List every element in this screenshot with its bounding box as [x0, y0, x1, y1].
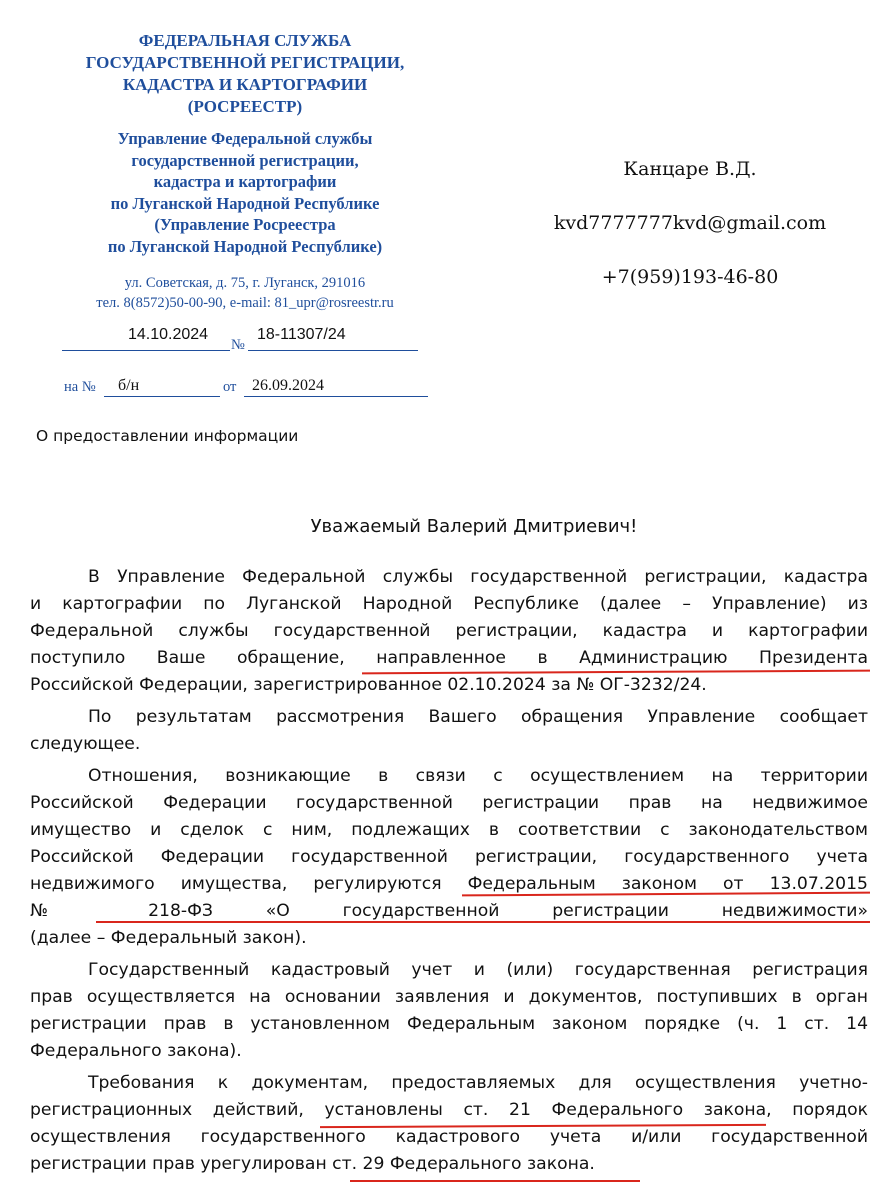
paragraph-line: регистрационных действий, установлены ст. 21 Федерального закона, порядок	[30, 1100, 868, 1120]
recipient-name: Канцаре В.Д.	[623, 158, 757, 180]
address: ул. Советская, д. 75, г. Луганск, 291016	[124, 275, 366, 291]
paragraph-line: Российской Федерации государственной регистрации прав на недвижимое	[30, 793, 868, 813]
reference-date: 26.09.2024	[252, 377, 324, 394]
address-block	[50, 273, 440, 313]
dept-line: государственной регистрации,	[131, 150, 359, 170]
dept-line: по Луганской Народной Республике	[110, 193, 380, 213]
letter-body	[30, 564, 868, 1178]
paragraph-line: Российской Федерации, зарегистрированное 02.10.2024 за № ОГ-3232/24.	[30, 675, 707, 695]
paragraph-line: прав осуществляется на основании заявления и документов, поступивших в орган	[30, 987, 868, 1007]
ref-number-underline	[104, 396, 220, 397]
paragraph-1	[30, 564, 868, 699]
reference-from: от	[223, 379, 237, 395]
letter-subject: О предоставлении информации	[36, 427, 299, 445]
paragraph-line: В Управление Федеральной службы государственной регистрации, кадастра	[88, 567, 868, 587]
paragraph-line: По результатам рассмотрения Вашего обращения Управление сообщает	[88, 707, 868, 727]
org-name	[50, 30, 440, 118]
recipient-email: kvd7777777kvd@gmail.com	[553, 212, 827, 234]
paragraph-line: Федеральной службы государственной регистрации, кадастра и картографии	[30, 621, 868, 641]
outgoing-date: 14.10.2024	[128, 326, 209, 343]
paragraph-line: № 218-ФЗ «О государственной регистрации недвижимости»	[30, 901, 868, 921]
highlight-underline-article-29	[350, 1180, 640, 1182]
contacts: тел. 8(8572)50-00-90, e-mail: 81_upr@rosreestr.ru	[96, 295, 394, 311]
dept-line: кадастра и картографии	[153, 172, 337, 191]
number-underline	[248, 350, 418, 351]
dept-line: Управление Федеральной службы	[117, 129, 373, 148]
ref-date-underline	[244, 396, 428, 397]
highlight-underline-law-number	[96, 921, 870, 923]
paragraph-2	[30, 704, 868, 758]
paragraph-line: Отношения, возникающие в связи с осуществлением на территории	[88, 766, 868, 786]
outgoing-number: 18-11307/24	[257, 326, 346, 343]
paragraph-line: (далее – Федеральный закон).	[30, 928, 307, 948]
paragraph-line: Требования к документам, предоставляемых для осуществления учетно-	[88, 1073, 868, 1093]
number-sign: №	[231, 337, 245, 353]
org-line: ГОСУДАРСТВЕННОЙ РЕГИСТРАЦИИ,	[85, 53, 405, 72]
reference-number: б/н	[118, 377, 140, 394]
paragraph-line: регистрации прав в установленном Федеральным законом порядке (ч. 1 ст. 14	[30, 1014, 868, 1034]
date-underline	[62, 350, 230, 351]
org-line: ФЕДЕРАЛЬНАЯ СЛУЖБА	[138, 31, 352, 50]
paragraph-line: недвижимого имущества, регулируются Федеральным законом от 13.07.2015	[30, 874, 868, 894]
dept-line: (Управление Росреестра	[154, 215, 336, 234]
paragraph-line: Российской Федерации государственной регистрации, государственного учета	[30, 847, 868, 867]
recipient-phone: +7(959)193-46-80	[601, 266, 779, 288]
greeting: Уважаемый Валерий Дмитриевич!	[310, 516, 638, 537]
paragraph-line: Федерального закона).	[30, 1041, 242, 1061]
paragraph-line: и картографии по Луганской Народной Республике (далее – Управление) из	[30, 594, 868, 614]
paragraph-line: следующее.	[30, 734, 141, 754]
reference-prefix: на №	[64, 379, 96, 395]
org-line: (РОСРЕЕСТР)	[187, 97, 303, 116]
department-name	[50, 128, 440, 257]
paragraph-line: имущество и сделок с ним, подлежащих в соответствии с законодательством	[30, 820, 868, 840]
paragraph-line: Государственный кадастровый учет и (или) государственная регистрация	[88, 960, 868, 980]
org-line: КАДАСТРА И КАРТОГРАФИИ	[122, 75, 368, 94]
paragraph-4	[30, 957, 868, 1065]
dept-line: по Луганской Народной Республике)	[107, 236, 383, 256]
paragraph-line: осуществления государственного кадастрового учета и/или государственной	[30, 1127, 868, 1147]
paragraph-line: поступило Ваше обращение, направленное в Администрацию Президента	[30, 648, 868, 668]
paragraph-3	[30, 763, 868, 952]
paragraph-line: регистрации прав урегулирован ст. 29 Федерального закона.	[30, 1154, 595, 1174]
